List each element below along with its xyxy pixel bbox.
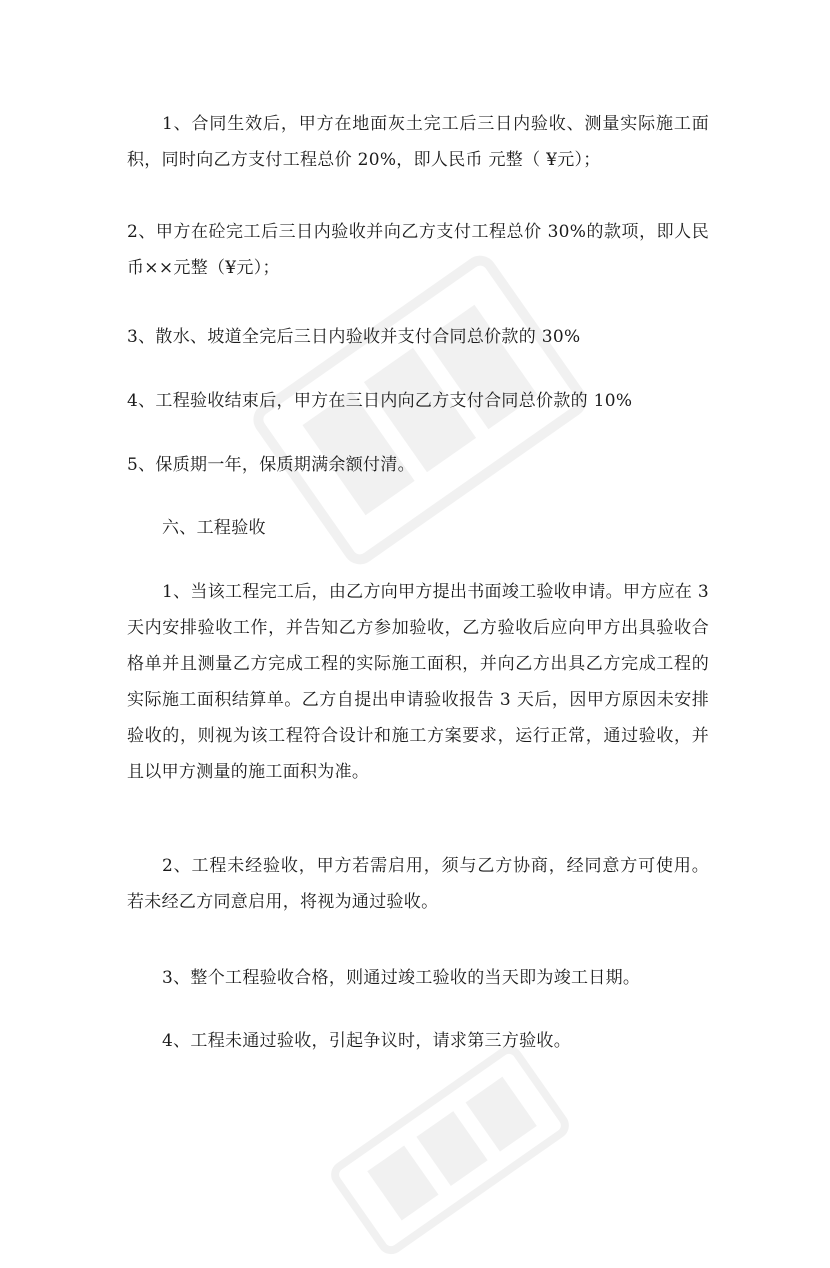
paragraph-acceptance-1: 1、当该工程完工后，由乙方向甲方提出书面竣工验收申请。甲方应在 3 天内安排验收工作，并告知乙方参加验收，乙方验收后应向甲方出具验收合格单并且测量乙方完成工程的实际施工面积，并向乙方出具乙方完成工程的实际施工面积结算单。乙方自提出申请验收报告 3 天后，因甲方原因未安排验收的，则视为该工程符合设计和施工方案要求，运行正常，通过验收，并且以甲方测量的施工面积为准。 xyxy=(127,582,709,782)
paragraph-acceptance-4: 4、工程未通过验收，引起争议时，请求第三方验收。 xyxy=(162,1031,572,1051)
paragraph-acceptance-3: 3、整个工程验收合格，则通过竣工验收的当天即为竣工日期。 xyxy=(162,968,641,988)
paragraph-payment-1: 1、合同生效后，甲方在地面灰土完工后三日内验收、测量实际施工面积，同时向乙方支付工程总价 20%，即人民币 元整（ ¥元）； xyxy=(127,114,709,170)
watermark-logo-bottom xyxy=(317,1032,582,1268)
paragraph-payment-3: 3、散水、坡道全完后三日内验收并支付合同总价款的 30% xyxy=(127,327,581,347)
paragraph-payment-4: 4、工程验收结束后，甲方在三日内向乙方支付合同总价款的 10% xyxy=(127,391,633,411)
paragraph-acceptance-2: 2、工程未经验收，甲方若需启用，须与乙方协商，经同意方可使用。若未经乙方同意启用，将视为通过验收。 xyxy=(127,856,709,912)
paragraph-payment-2: 2、甲方在砼完工后三日内验收并向乙方支付工程总价 30%的款项，即人民币××元整（¥元）； xyxy=(127,222,709,278)
paragraph-payment-5: 5、保质期一年，保质期满余额付清。 xyxy=(127,455,415,475)
section-heading-acceptance: 六、工程验收 xyxy=(162,518,266,538)
